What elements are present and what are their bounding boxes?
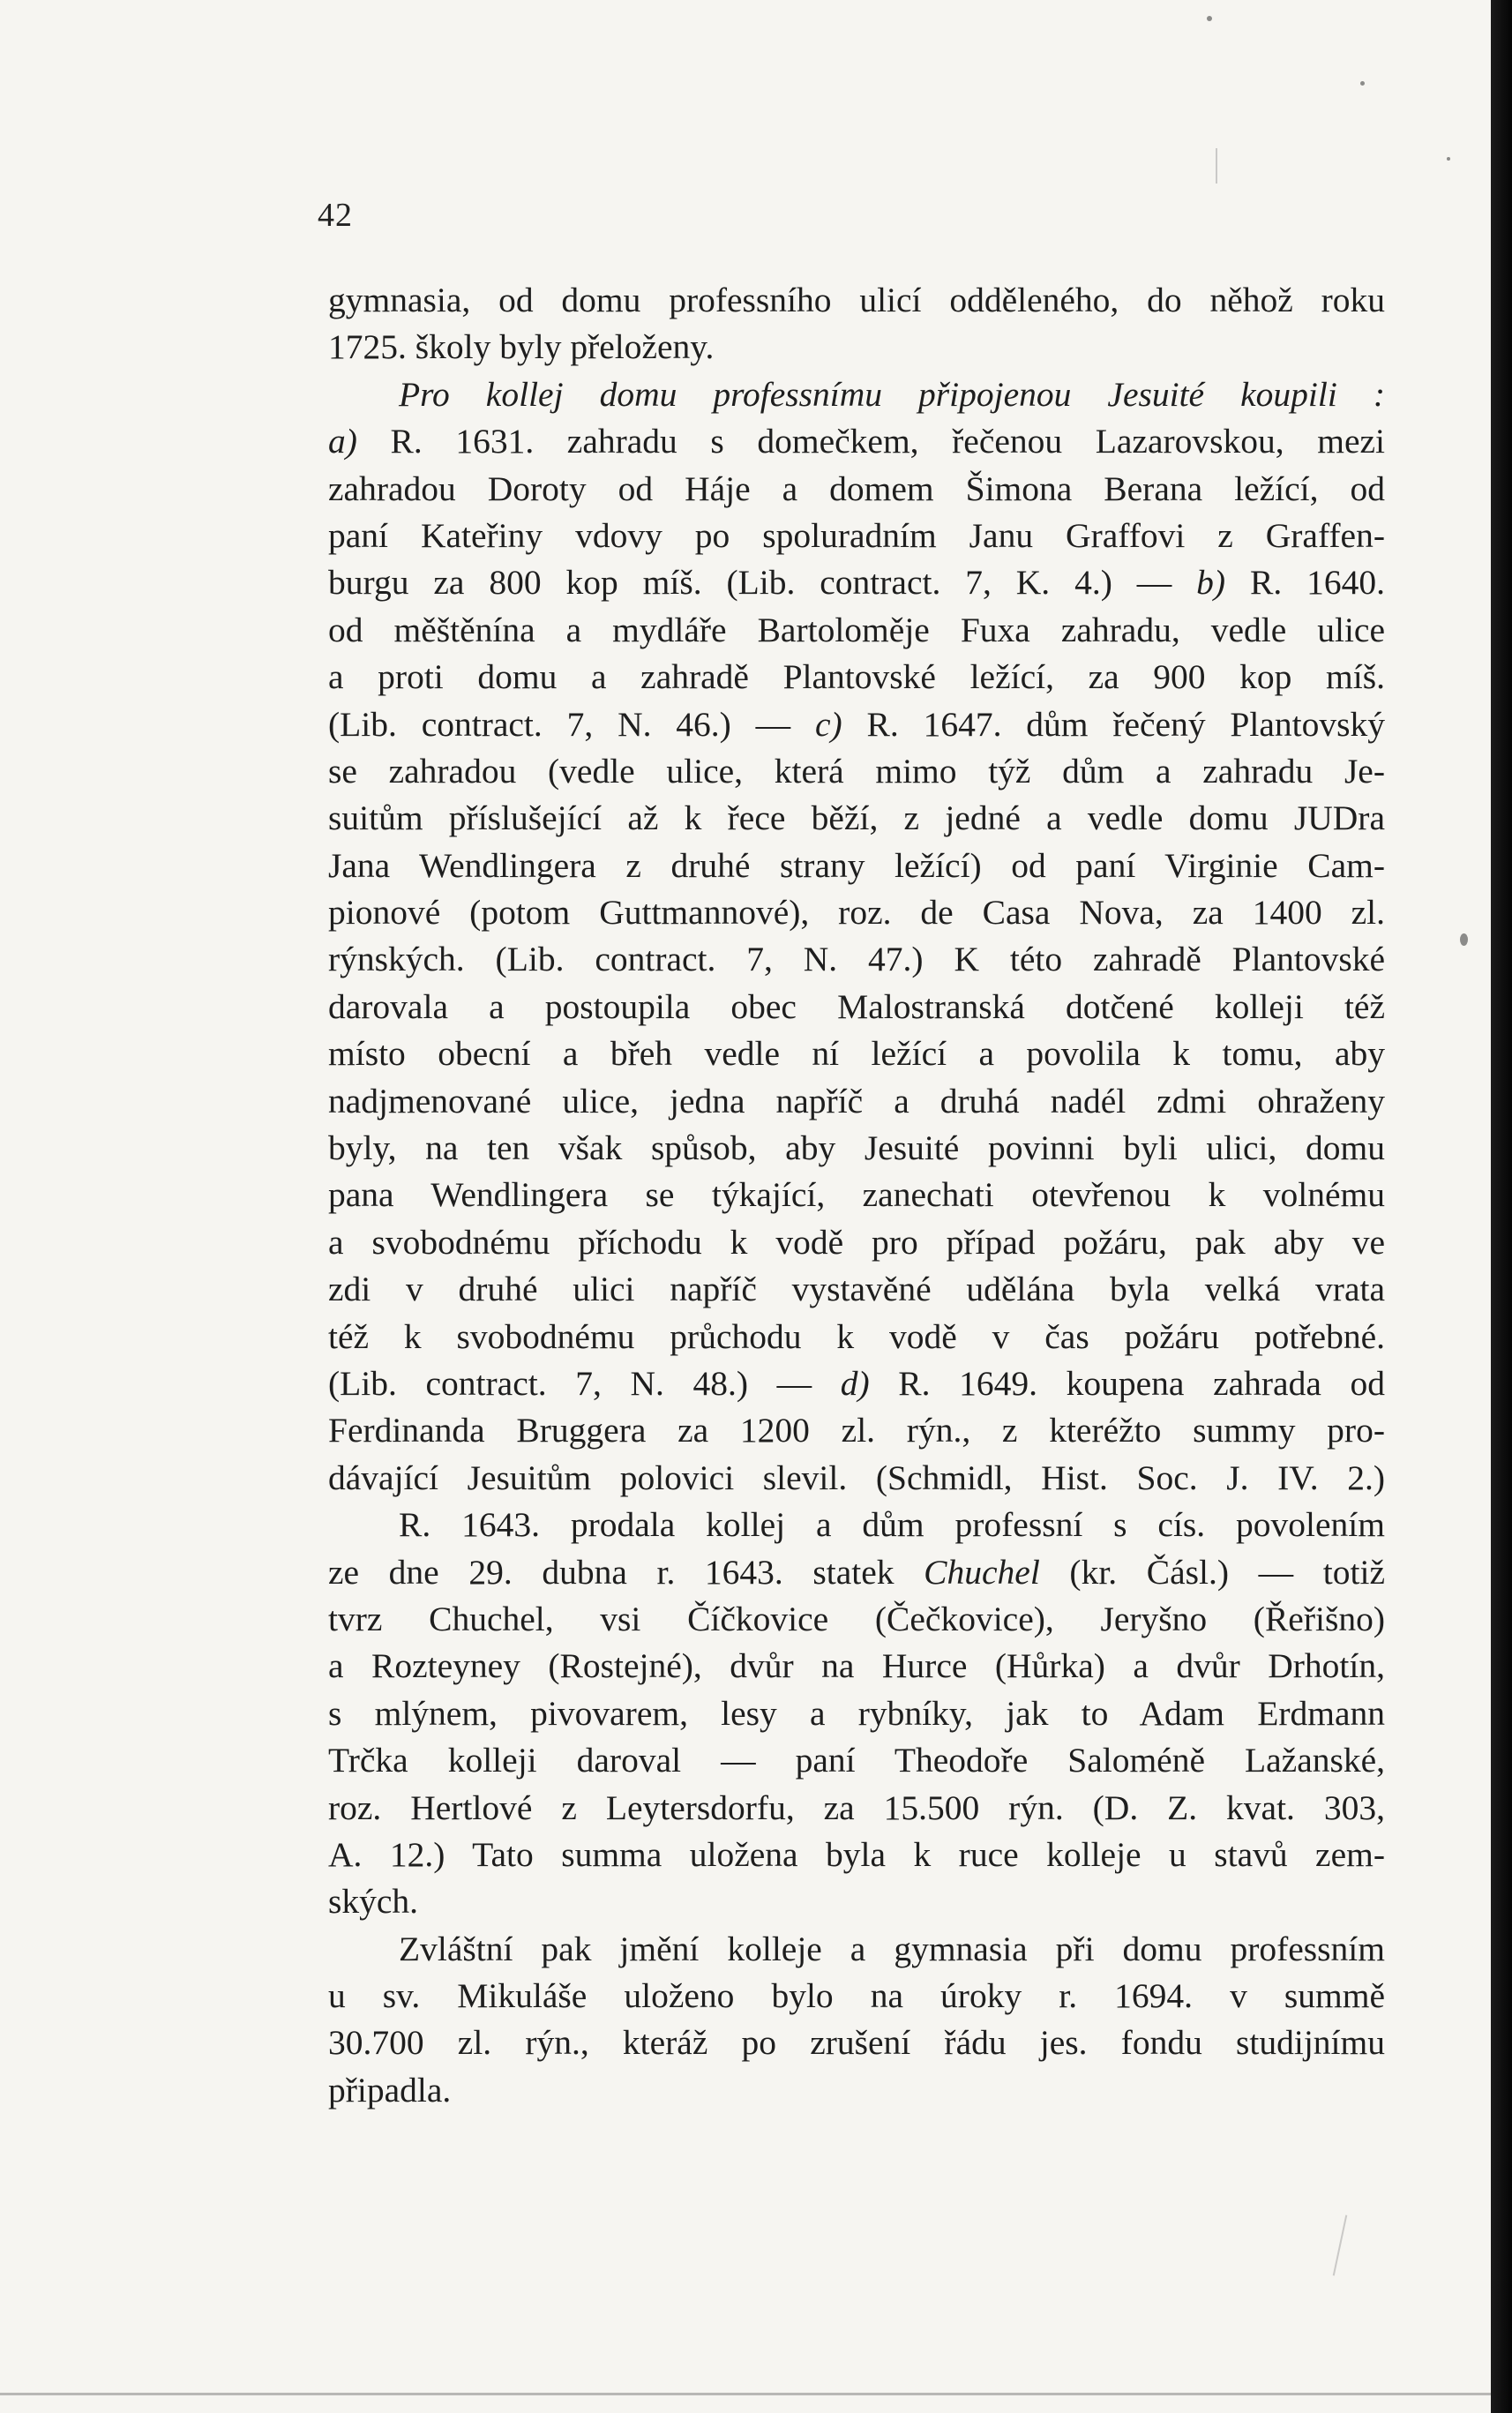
text-line [328, 277, 1385, 324]
text-line [328, 701, 1385, 748]
text-segment: zahradou Doroty od Háje a domem Šimona Berana ležící, od [328, 468, 1385, 508]
text-line [328, 936, 1385, 983]
text-line [328, 1078, 1385, 1125]
text-segment: (Lib. contract. 7, N. 46.) — [328, 704, 815, 744]
text-line [328, 1314, 1385, 1360]
text-line [328, 324, 1385, 371]
text-segment: se zahradou (vedle ulice, která mimo týž dům a zahradu Je- [328, 751, 1385, 791]
text-line [328, 1596, 1385, 1643]
text-line [328, 1266, 1385, 1313]
text-segment: pionové (potom Guttmannové), roz. de Casa Nova, za 1400 zl. [328, 893, 1385, 933]
text-segment: místo obecní a břeh vedle ní ležící a povolila k tomu, aby [328, 1034, 1385, 1074]
text-segment: suitům příslušející až k řece běží, z jedné a vedle domu JUDra [328, 798, 1385, 838]
text-line [328, 1832, 1385, 1878]
text-segment: 30.700 zl. rýn., kteráž po zrušení řádu jes. fondu studijnímu [328, 2023, 1385, 2063]
scan-speck [1207, 16, 1212, 21]
text-segment: zdi v druhé ulici napříč vystavěné udělána byla velká vrata [328, 1270, 1385, 1309]
text-line [328, 1737, 1385, 1784]
text-segment: dávající Jesuitům polovici slevil. (Schmidl, Hist. Soc. J. IV. 2.) [328, 1458, 1385, 1497]
text-segment: Zvláštní pak jmění kolleje a gymnasia při domu professním [399, 1929, 1385, 1968]
text-segment: byly, na ten však spůsob, aby Jesuité povinni byli ulici, domu [328, 1128, 1385, 1168]
italic-text-segment: c) [815, 704, 842, 744]
text-segment: Trčka kolleji daroval — paní Theodoře Saloméně Lažanské, [328, 1741, 1385, 1780]
text-segment: pana Wendlingera se týkající, zanechati otevřenou k volnému [328, 1175, 1385, 1215]
text-line [328, 1643, 1385, 1690]
scan-speck [1447, 157, 1450, 161]
text-segment: darovala a postoupila obec Malostranská dotčené kolleji též [328, 986, 1385, 1026]
text-line [328, 654, 1385, 701]
scan-scratch [1216, 148, 1217, 184]
text-segment: s mlýnem, pivovarem, lesy a rybníky, jak to Adam Erdmann [328, 1693, 1385, 1733]
text-line [328, 1785, 1385, 1832]
page-number: 42 [318, 197, 353, 234]
text-line [328, 1407, 1385, 1454]
text-line [328, 2067, 1385, 2114]
italic-text-segment: Chuchel [924, 1552, 1040, 1592]
scan-speck [1460, 933, 1468, 946]
text-segment: a proti domu a zahradě Plantovské ležící, za 900 kop míš. [328, 657, 1385, 697]
body-text [328, 277, 1385, 2114]
text-segment: a svobodnému příchodu k vodě pro případ požáru, pak aby ve [328, 1222, 1385, 1262]
text-segment: (kr. Čásl.) — totiž [1039, 1552, 1385, 1592]
italic-text-segment: a) [328, 422, 357, 461]
scan-speck [1360, 81, 1365, 86]
text-line [328, 748, 1385, 795]
text-segment: Jana Wendlingera z druhé strany ležící) od paní Virginie Cam- [328, 845, 1385, 885]
text-line [328, 1360, 1385, 1407]
text-line [328, 889, 1385, 936]
text-segment: ských. [328, 1882, 419, 1922]
scan-bottom-line [0, 2393, 1491, 2395]
text-line [328, 1690, 1385, 1737]
text-segment: R. 1643. prodala kollej a dům professní s cís. povolením [399, 1505, 1385, 1545]
text-segment: paní Kateřiny vdovy po spoluradním Janu Graffovi z Graffen- [328, 515, 1385, 555]
text-line [328, 466, 1385, 513]
text-segment: tvrz Chuchel, vsi Číčkovice (Čečkovice), Jeryšno (Řeřišno) [328, 1599, 1385, 1638]
text-line [328, 795, 1385, 842]
text-line [328, 418, 1385, 465]
text-line [328, 607, 1385, 654]
text-segment: a Rozteyney (Rostejné), dvůr na Hurce (Hůrka) a dvůr Drhotín, [328, 1646, 1385, 1686]
text-line [328, 1502, 1385, 1548]
italic-text-segment: b) [1196, 563, 1226, 603]
text-segment: od měštěnína a mydláře Bartoloměje Fuxa zahradu, vedle ulice [328, 610, 1385, 649]
text-segment: A. 12.) Tato summa uložena byla k ruce kolleje u stavů zem- [328, 1834, 1385, 1874]
text-line [328, 843, 1385, 889]
text-line [328, 1455, 1385, 1502]
text-line [328, 2020, 1385, 2066]
text-segment: R. 1649. koupena zahrada od [869, 1363, 1385, 1403]
text-segment: R. 1647. dům řečený Plantovský [842, 704, 1385, 744]
text-segment: připadla. [328, 2070, 452, 2110]
text-line [328, 371, 1385, 418]
scan-scratch [1333, 2215, 1348, 2276]
text-segment: gymnasia, od domu professního ulicí odděleného, do něhož roku [328, 281, 1385, 319]
text-segment: u sv. Mikuláše uloženo bylo na úroky r. 1694. v summě [328, 1976, 1385, 2016]
text-line [328, 1125, 1385, 1172]
text-line [328, 984, 1385, 1030]
text-line [328, 1172, 1385, 1218]
text-line [328, 1878, 1385, 1925]
text-segment: (Lib. contract. 7, N. 48.) — [328, 1363, 841, 1403]
text-segment: ze dne 29. dubna r. 1643. statek [328, 1552, 924, 1592]
text-segment: roz. Hertlové z Leytersdorfu, za 15.500 rýn. (D. Z. kvat. 303, [328, 1787, 1385, 1827]
page-edge-shadow [1491, 0, 1512, 2413]
text-line [328, 559, 1385, 606]
text-segment: Ferdinanda Bruggera za 1200 zl. rýn., z kteréžto summy pro- [328, 1411, 1385, 1450]
text-line [328, 1219, 1385, 1266]
italic-text-segment: d) [840, 1363, 870, 1403]
text-segment: burgu za 800 kop míš. (Lib. contract. 7, K. 4.) — [328, 563, 1197, 603]
text-line [328, 1549, 1385, 1596]
text-line [328, 1030, 1385, 1077]
text-line [328, 1973, 1385, 2020]
italic-text-segment: Pro kollej domu professnímu připojenou Jesuité koupili : [399, 374, 1385, 414]
text-line [328, 1926, 1385, 1973]
text-segment: R. 1640. [1225, 563, 1385, 603]
text-segment: rýnských. (Lib. contract. 7, N. 47.) K této zahradě Plantovské [328, 940, 1385, 979]
text-segment: R. 1631. zahradu s domečkem, řečenou Lazarovskou, mezi [356, 422, 1385, 461]
text-segment: nadjmenované ulice, jedna napříč a druhá nadél zdmi ohraženy [328, 1081, 1385, 1120]
text-line [328, 513, 1385, 559]
text-segment: též k svobodnému průchodu k vodě v čas požáru potřebné. [328, 1316, 1385, 1356]
text-segment: 1725. školy byly přeloženy. [328, 327, 715, 367]
